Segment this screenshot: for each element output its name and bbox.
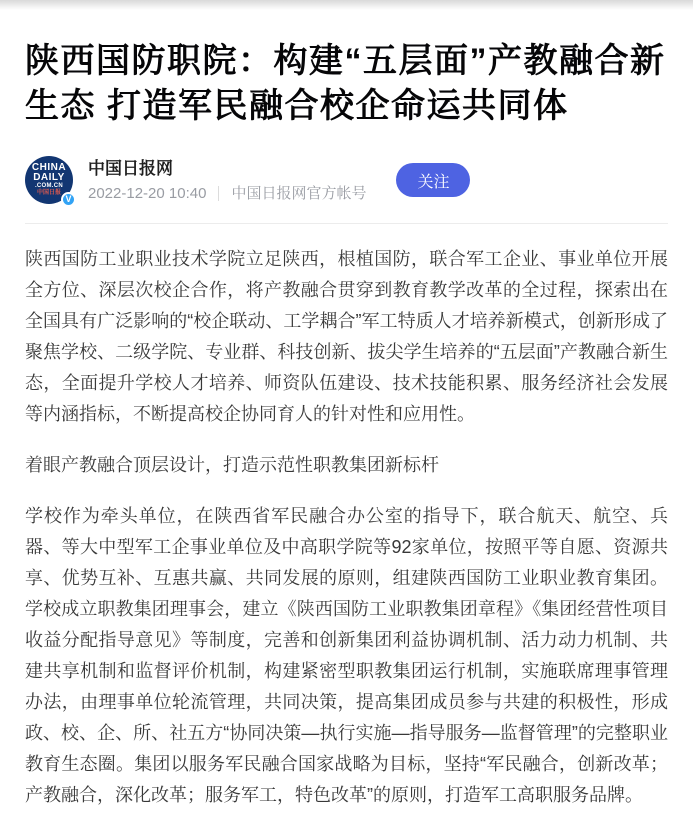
author-row	[25, 156, 668, 204]
publish-timestamp: 2022-12-20 10:40	[88, 184, 207, 202]
paragraph-1: 陕西国防工业职业技术学院立足陕西，根植国防，联合军工企业、事业单位开展全方位、深层次校企合作，将产教融合贯穿到教育教学改革的全过程，探索出在全国具有广泛影响的“校企联动、工学耦合”军工特质人才培养新模式，创新形成了聚焦学校、二级学院、专业群、科技创新、拔尖学生培养的“五层面”产教融合新生态，全面提升学校人才培养、师资队伍建设、技术技能积累、服务经济社会发展等内涵指标，不断提高校企协同育人的针对性和应用性。	[25, 249, 668, 424]
logo-text-line4: 中国日报	[36, 190, 61, 196]
publisher-avatar[interactable]	[25, 156, 73, 204]
author-info	[88, 159, 366, 202]
article-content	[0, 39, 693, 811]
paragraph-3: 学校作为牵头单位，在陕西省军民融合办公室的指导下，联合航天、航空、兵器、等大中型军工企事业单位及中高职学院等92家单位，按照平等自愿、资源共享、优势互补、互惠共赢、共同发展的原则，组建陕西国防工业职业教育集团。学校成立职教集团理事会，建立《陕西国防工业职教集团章程》《集团经营性项目收益分配指导意见》等制度，完善和创新集团利益协调机制、活力动力机制、共建共享机制和监督评价机制，构建紧密型职教集团运行机制，实施联席理事管理办法，由理事单位轮流管理，共同决策，提高集团成员参与共建的积极性，形成政、校、企、所、社五方“协同决策—执行实施—指导服务—监督管理”的完整职业教育生态圈。集团以服务军民融合国家战略为目标，坚持“军民融合，创新改革；产教融合，深化改革；服务军工，特色改革”的原则，打造军工高职服务品牌。	[25, 506, 668, 805]
logo-text-line1: CHINA	[31, 162, 67, 173]
logo-text-line3: .COM.CN	[34, 183, 64, 189]
top-scroll-shade	[0, 0, 693, 10]
verified-badge-icon: V	[61, 192, 76, 207]
publisher-name[interactable]: 中国日报网	[88, 158, 173, 178]
logo-text-line2: DAILY	[33, 172, 65, 183]
paragraph-2-subhead: 着眼产教融合顶层设计，打造示范性职教集团新标杆	[25, 455, 439, 475]
article-title: 陕西国防职院：构建“五层面”产教融合新生态 打造军民融合校企命运共同体	[25, 42, 666, 125]
header-divider	[25, 223, 668, 224]
article-body	[25, 244, 668, 811]
meta-divider	[218, 186, 219, 201]
official-account-label: 中国日报网官方帐号	[231, 184, 367, 202]
meta-row	[88, 185, 366, 202]
follow-button[interactable]: 关注	[396, 163, 470, 197]
